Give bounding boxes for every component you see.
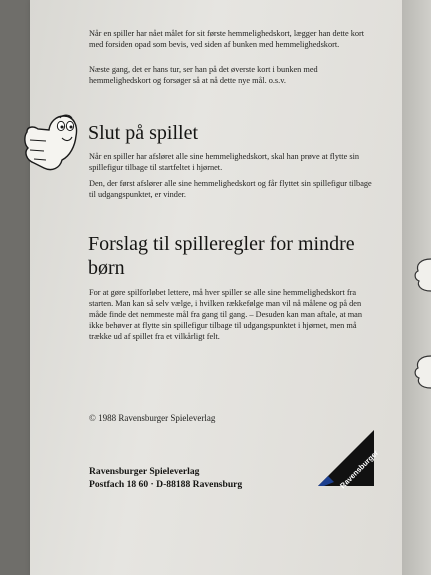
edge-mascot-icon	[410, 352, 431, 392]
section-title-end-of-game: Slut på spillet	[88, 122, 198, 144]
edge-mascot-icon	[410, 255, 431, 295]
intro-paragraph-2: Næste gang, det er hans tur, ser han på det øverste kort i bunken med hemmelighedskort og forsøger så at nå dette nye mål. o.s.v.	[89, 65, 318, 85]
intro-paragraph-1: Når en spiller har nået målet for sit første hemmelighedskort, lægger han dette kort med forsiden opad som bevis, ved siden af bunken med hemmelighedskort.	[89, 29, 365, 49]
previous-page-edge	[0, 0, 30, 575]
rules-for-younger-children-paragraph: For at gøre spilforløbet lettere, må hver spiller se alle sine hemmelighedskort fra starten. Man kan så selv vælge, i hvilken rækkefølge man vil nå målene og på den måde finde det nemmeste mål fra gang til gang. – Desuden kan man aftale, at man ikke behøver at flytte sin spillefigur tilbage til udgangspunktet i hjørnet, men må trække ud af spillet fra et vilkårligt felt.	[89, 288, 363, 341]
publisher-block	[89, 465, 242, 491]
publisher-address: Postfach 18 60 · D-88188 Ravensburg	[89, 479, 243, 490]
copyright-notice: © 1988 Ravensburger Spieleverlag	[89, 413, 216, 423]
end-of-game-paragraph-2: Den, der først afslører alle sine hemmelighedskort og får flyttet sin spillefigur tilbage til udgangspunktet, er vinder.	[89, 179, 372, 199]
section-title-rules-for-younger-children: Forslag til spilleregler for mindre børn	[88, 233, 355, 279]
ravensburger-logo	[318, 430, 381, 491]
publisher-name: Ravensburger Spieleverlag	[89, 466, 200, 477]
end-of-game-paragraph-1: Når en spiller har afsløret alle sine hemmelighedskort, skal han prøve at flytte sin spillefigur tilbage til startfeltet i hjørnet.	[89, 152, 360, 172]
logo-text: Ravensburger	[338, 448, 381, 491]
pointing-hand-mascot-icon	[22, 108, 84, 174]
